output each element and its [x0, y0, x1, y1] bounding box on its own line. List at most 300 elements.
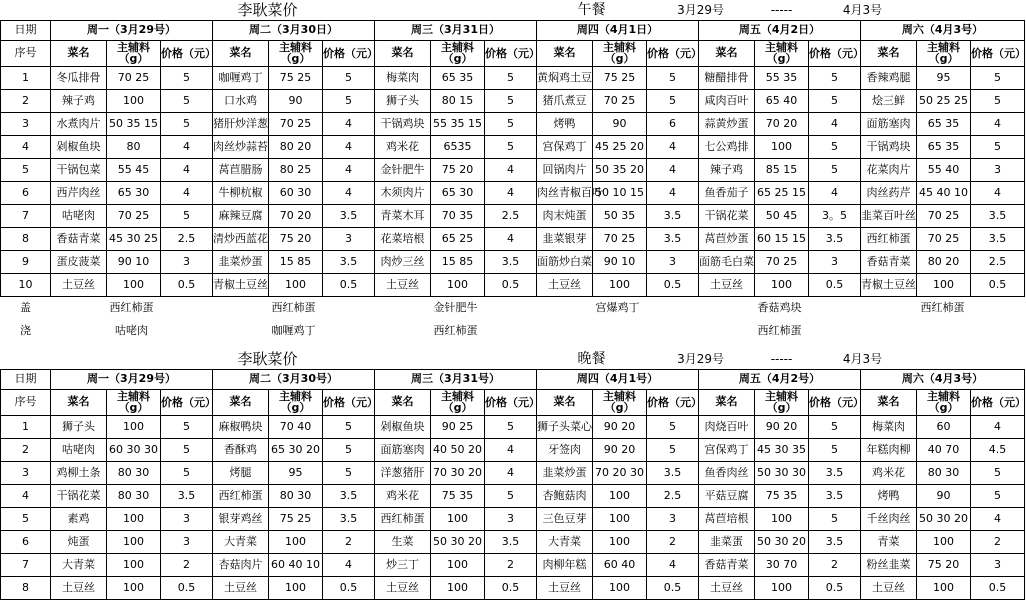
col-header-price[interactable]: 价格（元）: [971, 40, 1025, 66]
extra-item[interactable]: 西红柿蛋: [109, 300, 154, 314]
extra-label[interactable]: 盖: [20, 300, 31, 314]
price[interactable]: 0.5: [971, 576, 1025, 599]
price[interactable]: 5: [161, 415, 213, 438]
dish-name[interactable]: 麻椒鸭块: [213, 415, 269, 438]
ingredient-weight[interactable]: 100: [917, 530, 971, 553]
price[interactable]: 3: [809, 250, 861, 273]
price[interactable]: 3.5: [323, 250, 375, 273]
col-header-price[interactable]: 价格（元）: [971, 389, 1025, 415]
ingredient-weight[interactable]: 100: [917, 576, 971, 599]
price[interactable]: 6: [647, 112, 699, 135]
price[interactable]: 5: [809, 415, 861, 438]
price[interactable]: 4: [485, 227, 537, 250]
dish-name[interactable]: 水煮肉片: [51, 112, 107, 135]
col-header-dish[interactable]: 菜名: [375, 40, 431, 66]
col-header-price[interactable]: 价格（元）: [323, 389, 375, 415]
price[interactable]: 0.5: [809, 576, 861, 599]
price[interactable]: 2: [647, 530, 699, 553]
ingredient-weight[interactable]: 65 35: [431, 66, 485, 89]
dish-name[interactable]: 狮子头: [51, 415, 107, 438]
ingredient-weight[interactable]: 100: [755, 507, 809, 530]
col-header-dish[interactable]: 菜名: [213, 40, 269, 66]
price[interactable]: 0.5: [323, 576, 375, 599]
dish-name[interactable]: 面筋毛白菜: [699, 250, 755, 273]
ingredient-weight[interactable]: 65 25: [431, 227, 485, 250]
price[interactable]: 4: [971, 507, 1025, 530]
price[interactable]: 5: [485, 415, 537, 438]
col-header-price[interactable]: 价格（元）: [485, 389, 537, 415]
price[interactable]: 3.5: [971, 204, 1025, 227]
price[interactable]: 5: [485, 89, 537, 112]
title-spacer[interactable]: [375, 0, 537, 20]
ingredient-weight[interactable]: 75 25: [269, 66, 323, 89]
day-header[interactable]: 周六（4月3号）: [861, 20, 1025, 40]
price[interactable]: 3.5: [809, 530, 861, 553]
title-spacer[interactable]: [375, 349, 537, 369]
date-label[interactable]: 日期: [1, 369, 51, 389]
price[interactable]: 4: [323, 112, 375, 135]
dish-name[interactable]: 牙签肉: [537, 438, 593, 461]
dish-name[interactable]: 大青菜: [51, 553, 107, 576]
dish-name[interactable]: 莴苣培根: [699, 507, 755, 530]
price[interactable]: 4: [647, 158, 699, 181]
price[interactable]: 3.5: [485, 250, 537, 273]
col-header-ingredients[interactable]: 主辅料（g）: [755, 389, 809, 415]
price[interactable]: 3: [323, 227, 375, 250]
dish-name[interactable]: 莴苣腊肠: [213, 158, 269, 181]
ingredient-weight[interactable]: 100: [431, 507, 485, 530]
seq-label[interactable]: 序号: [1, 389, 51, 415]
price[interactable]: 3.5: [809, 484, 861, 507]
price[interactable]: 5: [971, 89, 1025, 112]
ingredient-weight[interactable]: 75 25: [269, 507, 323, 530]
col-header-ingredients[interactable]: 主辅料（g）: [431, 389, 485, 415]
price[interactable]: 0.5: [647, 273, 699, 296]
ingredient-weight[interactable]: 90: [269, 89, 323, 112]
price[interactable]: 4: [485, 158, 537, 181]
price[interactable]: 2: [323, 530, 375, 553]
dish-name[interactable]: 韭菜炒蛋: [213, 250, 269, 273]
ingredient-weight[interactable]: 65 30 20: [269, 438, 323, 461]
extra-item[interactable]: [537, 319, 699, 342]
dish-name[interactable]: 杏鲍菇肉: [537, 484, 593, 507]
price[interactable]: 5: [971, 461, 1025, 484]
ingredient-weight[interactable]: 100: [107, 507, 161, 530]
row-number[interactable]: 4: [1, 484, 51, 507]
price[interactable]: 0.5: [161, 576, 213, 599]
dish-name[interactable]: 剁椒鱼块: [51, 135, 107, 158]
date-dash[interactable]: -----: [770, 351, 793, 366]
row-number[interactable]: 5: [1, 158, 51, 181]
row-number[interactable]: 2: [1, 438, 51, 461]
col-header-ingredients[interactable]: 主辅料（g）: [593, 389, 647, 415]
price[interactable]: 0.5: [971, 273, 1025, 296]
ingredient-weight[interactable]: 15 85: [431, 250, 485, 273]
price[interactable]: 5: [647, 66, 699, 89]
ingredient-weight[interactable]: 70 25: [107, 204, 161, 227]
price[interactable]: 3.5: [809, 461, 861, 484]
dish-name[interactable]: 清炒西蓝花: [213, 227, 269, 250]
col-header-price[interactable]: 价格（元）: [485, 40, 537, 66]
dish-name[interactable]: 肉炒三丝: [375, 250, 431, 273]
ingredient-weight[interactable]: 100: [107, 576, 161, 599]
col-header-dish[interactable]: 菜名: [213, 389, 269, 415]
ingredient-weight[interactable]: 100: [755, 273, 809, 296]
extra-item[interactable]: 西红柿蛋: [757, 323, 802, 337]
day-header[interactable]: 周二（3月30日）: [213, 20, 375, 40]
price[interactable]: 4: [971, 181, 1025, 204]
price[interactable]: 4: [809, 112, 861, 135]
dish-name[interactable]: 干锅花菜: [699, 204, 755, 227]
ingredient-weight[interactable]: 70 40: [269, 415, 323, 438]
price[interactable]: 5: [161, 461, 213, 484]
col-header-ingredients[interactable]: 主辅料（g）: [917, 40, 971, 66]
dish-name[interactable]: 蒜黄炒蛋: [699, 112, 755, 135]
ingredient-weight[interactable]: 65 25 15: [755, 181, 809, 204]
ingredient-weight[interactable]: 40 70: [917, 438, 971, 461]
price[interactable]: 4: [809, 181, 861, 204]
date-dash[interactable]: -----: [770, 2, 793, 17]
ingredient-weight[interactable]: 70 35: [431, 204, 485, 227]
dish-name[interactable]: 肉丝炒蒜苔: [213, 135, 269, 158]
ingredient-weight[interactable]: 60 40: [593, 553, 647, 576]
dish-name[interactable]: 梅菜肉: [861, 415, 917, 438]
ingredient-weight[interactable]: 60 40 10: [269, 553, 323, 576]
ingredient-weight[interactable]: 50 25 25: [917, 89, 971, 112]
ingredient-weight[interactable]: 55 35 15: [431, 112, 485, 135]
col-header-price[interactable]: 价格（元）: [647, 389, 699, 415]
ingredient-weight[interactable]: 65 35: [917, 112, 971, 135]
price[interactable]: 4: [647, 181, 699, 204]
row-number[interactable]: 6: [1, 181, 51, 204]
seq-label[interactable]: 序号: [1, 40, 51, 66]
dish-name[interactable]: 花菜培根: [375, 227, 431, 250]
col-header-dish[interactable]: 菜名: [861, 40, 917, 66]
dish-name[interactable]: 青菜木耳: [375, 204, 431, 227]
col-header-ingredients[interactable]: 主辅料（g）: [107, 389, 161, 415]
col-header-dish[interactable]: 菜名: [51, 40, 107, 66]
price[interactable]: 5: [485, 66, 537, 89]
dish-name[interactable]: 牛柳杭椒: [213, 181, 269, 204]
dish-name[interactable]: 炖蛋: [51, 530, 107, 553]
ingredient-weight[interactable]: 55 40: [917, 158, 971, 181]
dish-name[interactable]: 鱼香肉丝: [699, 461, 755, 484]
dish-name[interactable]: 西红柿蛋: [375, 507, 431, 530]
sheet-title[interactable]: 李耿菜价: [237, 349, 298, 368]
date-to[interactable]: 4月3号: [842, 2, 883, 17]
dish-name[interactable]: 西芹肉丝: [51, 181, 107, 204]
sheet-title[interactable]: 李耿菜价: [237, 0, 298, 19]
dish-name[interactable]: 黄焖鸡土豆: [537, 66, 593, 89]
price[interactable]: 2: [809, 553, 861, 576]
price[interactable]: 5: [809, 158, 861, 181]
dish-name[interactable]: 青椒土豆丝: [861, 273, 917, 296]
price[interactable]: 0.5: [809, 273, 861, 296]
price[interactable]: 5: [485, 484, 537, 507]
dish-name[interactable]: 烤鸭: [537, 112, 593, 135]
dish-name[interactable]: 西红柿蛋: [213, 484, 269, 507]
row-number[interactable]: 6: [1, 530, 51, 553]
price[interactable]: 5: [809, 135, 861, 158]
price[interactable]: 4: [485, 461, 537, 484]
ingredient-weight[interactable]: 80: [107, 135, 161, 158]
price[interactable]: 3: [485, 507, 537, 530]
extra-item[interactable]: 宫爆鸡丁: [595, 300, 640, 314]
dish-name[interactable]: 香菇青菜: [51, 227, 107, 250]
ingredient-weight[interactable]: 45 30 35: [755, 438, 809, 461]
dish-name[interactable]: 面筋塞肉: [861, 112, 917, 135]
row-number[interactable]: 8: [1, 227, 51, 250]
dish-name[interactable]: 猪肝炒洋葱: [213, 112, 269, 135]
ingredient-weight[interactable]: 100: [917, 273, 971, 296]
dish-name[interactable]: 梅菜肉: [375, 66, 431, 89]
col-header-dish[interactable]: 菜名: [537, 40, 593, 66]
ingredient-weight[interactable]: 30 70: [755, 553, 809, 576]
price[interactable]: 4: [647, 553, 699, 576]
price[interactable]: 3.5: [323, 204, 375, 227]
extra-label[interactable]: 浇: [20, 323, 31, 337]
price[interactable]: 5: [971, 66, 1025, 89]
ingredient-weight[interactable]: 75 35: [755, 484, 809, 507]
title-spacer[interactable]: [51, 0, 161, 20]
price[interactable]: 5: [485, 112, 537, 135]
dish-name[interactable]: 干锅鸡块: [375, 112, 431, 135]
ingredient-weight[interactable]: 60 30 30: [107, 438, 161, 461]
dish-name[interactable]: 干锅包菜: [51, 158, 107, 181]
col-header-ingredients[interactable]: 主辅料（g）: [431, 40, 485, 66]
dish-name[interactable]: 咖喱鸡丁: [213, 66, 269, 89]
day-header[interactable]: 周五（4月2日）: [699, 20, 861, 40]
row-number[interactable]: 3: [1, 112, 51, 135]
col-header-ingredients[interactable]: 主辅料（g）: [917, 389, 971, 415]
price[interactable]: 2: [971, 530, 1025, 553]
price[interactable]: 5: [971, 135, 1025, 158]
ingredient-weight[interactable]: 65 30: [107, 181, 161, 204]
ingredient-weight[interactable]: 80 30: [269, 484, 323, 507]
dish-name[interactable]: 韭菜银芽: [537, 227, 593, 250]
title-spacer[interactable]: [917, 0, 1025, 20]
extra-item[interactable]: 西红柿蛋: [920, 300, 965, 314]
price[interactable]: 3.5: [161, 484, 213, 507]
ingredient-weight[interactable]: 90 10: [107, 250, 161, 273]
ingredient-weight[interactable]: 90 20: [755, 415, 809, 438]
ingredient-weight[interactable]: 50 35 20: [593, 158, 647, 181]
price[interactable]: 4: [161, 181, 213, 204]
day-header[interactable]: 周四（4月1日）: [537, 20, 699, 40]
col-header-ingredients[interactable]: 主辅料（g）: [755, 40, 809, 66]
ingredient-weight[interactable]: 75 35: [431, 484, 485, 507]
dish-name[interactable]: 土豆丝: [375, 576, 431, 599]
ingredient-weight[interactable]: 80 30: [107, 461, 161, 484]
price[interactable]: 5: [323, 89, 375, 112]
dish-name[interactable]: 香菇青菜: [861, 250, 917, 273]
ingredient-weight[interactable]: 75 20: [917, 553, 971, 576]
ingredient-weight[interactable]: 80 30: [917, 461, 971, 484]
extra-item[interactable]: 咖喱鸡丁: [271, 323, 316, 337]
dish-name[interactable]: 香酥鸡: [213, 438, 269, 461]
price[interactable]: 3.5: [809, 227, 861, 250]
title-spacer[interactable]: [1, 0, 51, 20]
price[interactable]: 5: [809, 507, 861, 530]
ingredient-weight[interactable]: 80 15: [431, 89, 485, 112]
ingredient-weight[interactable]: 75 25: [593, 66, 647, 89]
price[interactable]: 2.5: [647, 484, 699, 507]
extra-item[interactable]: [861, 319, 1025, 342]
price[interactable]: 5: [647, 89, 699, 112]
ingredient-weight[interactable]: 70 20: [755, 112, 809, 135]
ingredient-weight[interactable]: 60: [917, 415, 971, 438]
price[interactable]: 3.5: [323, 484, 375, 507]
row-number[interactable]: 1: [1, 66, 51, 89]
ingredient-weight[interactable]: 90 20: [593, 415, 647, 438]
ingredient-weight[interactable]: 40 50 20: [431, 438, 485, 461]
ingredient-weight[interactable]: 90 10: [593, 250, 647, 273]
dish-name[interactable]: 银芽鸡丝: [213, 507, 269, 530]
ingredient-weight[interactable]: 6535: [431, 135, 485, 158]
day-header[interactable]: 周三（3月31号）: [375, 369, 537, 389]
ingredient-weight[interactable]: 50 30 20: [917, 507, 971, 530]
ingredient-weight[interactable]: 70 20 30: [593, 461, 647, 484]
ingredient-weight[interactable]: 100: [755, 135, 809, 158]
dish-name[interactable]: 香辣鸡腿: [861, 66, 917, 89]
price[interactable]: 5: [161, 66, 213, 89]
dish-name[interactable]: 口水鸡: [213, 89, 269, 112]
col-header-price[interactable]: 价格（元）: [161, 389, 213, 415]
ingredient-weight[interactable]: 80 30: [107, 484, 161, 507]
dish-name[interactable]: 香菇青菜: [699, 553, 755, 576]
dish-name[interactable]: 烤腿: [213, 461, 269, 484]
price[interactable]: 4: [161, 135, 213, 158]
day-header[interactable]: 周一（3月29号）: [51, 369, 213, 389]
ingredient-weight[interactable]: 65 35: [917, 135, 971, 158]
col-header-price[interactable]: 价格（元）: [809, 40, 861, 66]
dish-name[interactable]: 烤鸭: [861, 484, 917, 507]
ingredient-weight[interactable]: 100: [107, 273, 161, 296]
price[interactable]: 3: [161, 250, 213, 273]
ingredient-weight[interactable]: 90: [593, 112, 647, 135]
ingredient-weight[interactable]: 45 40 10: [917, 181, 971, 204]
dish-name[interactable]: 咕咾肉: [51, 438, 107, 461]
price[interactable]: 4: [161, 158, 213, 181]
dish-name[interactable]: 面筋塞肉: [375, 438, 431, 461]
ingredient-weight[interactable]: 100: [593, 576, 647, 599]
ingredient-weight[interactable]: 70 25: [917, 204, 971, 227]
dish-name[interactable]: 大青菜: [537, 530, 593, 553]
price[interactable]: 5: [809, 66, 861, 89]
ingredient-weight[interactable]: 65 40: [755, 89, 809, 112]
col-header-dish[interactable]: 菜名: [51, 389, 107, 415]
extra-item[interactable]: 咕咾肉: [115, 323, 148, 337]
extra-item[interactable]: 西红柿蛋: [433, 323, 478, 337]
extra-item[interactable]: 金针肥牛: [433, 300, 478, 314]
dish-name[interactable]: 糖醋排骨: [699, 66, 755, 89]
date-to[interactable]: 4月3号: [842, 351, 883, 366]
ingredient-weight[interactable]: 50 30 30: [755, 461, 809, 484]
ingredient-weight[interactable]: 60 30: [269, 181, 323, 204]
ingredient-weight[interactable]: 45 25 20: [593, 135, 647, 158]
ingredient-weight[interactable]: 100: [269, 530, 323, 553]
price[interactable]: 0.5: [161, 273, 213, 296]
dish-name[interactable]: 土豆丝: [375, 273, 431, 296]
dish-name[interactable]: 年糕肉柳: [861, 438, 917, 461]
ingredient-weight[interactable]: 50 30 20: [431, 530, 485, 553]
price[interactable]: 3.5: [647, 227, 699, 250]
col-header-dish[interactable]: 菜名: [699, 389, 755, 415]
price[interactable]: 5: [161, 438, 213, 461]
ingredient-weight[interactable]: 100: [107, 415, 161, 438]
dish-name[interactable]: 青椒土豆丝: [213, 273, 269, 296]
price[interactable]: 4.5: [971, 438, 1025, 461]
ingredient-weight[interactable]: 70 20: [269, 204, 323, 227]
col-header-price[interactable]: 价格（元）: [809, 389, 861, 415]
row-number[interactable]: 1: [1, 415, 51, 438]
col-header-price[interactable]: 价格（元）: [161, 40, 213, 66]
ingredient-weight[interactable]: 55 35: [755, 66, 809, 89]
dish-name[interactable]: 西红柿蛋: [861, 227, 917, 250]
price[interactable]: 3: [971, 158, 1025, 181]
col-header-dish[interactable]: 菜名: [375, 389, 431, 415]
title-spacer[interactable]: [917, 349, 1025, 369]
day-header[interactable]: 周五（4月2号）: [699, 369, 861, 389]
price[interactable]: 5: [485, 135, 537, 158]
row-number[interactable]: 9: [1, 250, 51, 273]
dish-name[interactable]: 辣子鸡: [699, 158, 755, 181]
ingredient-weight[interactable]: 15 85: [269, 250, 323, 273]
dish-name[interactable]: 剁椒鱼块: [375, 415, 431, 438]
ingredient-weight[interactable]: 95: [917, 66, 971, 89]
ingredient-weight[interactable]: 55 45: [107, 158, 161, 181]
price[interactable]: 3: [971, 553, 1025, 576]
col-header-ingredients[interactable]: 主辅料（g）: [269, 40, 323, 66]
meal-name[interactable]: 午餐: [577, 1, 606, 18]
dish-name[interactable]: 杏菇肉片: [213, 553, 269, 576]
price[interactable]: 5: [647, 415, 699, 438]
price[interactable]: 5: [809, 438, 861, 461]
extra-item[interactable]: 香菇鸡块: [757, 300, 802, 314]
title-spacer[interactable]: [1, 349, 51, 369]
dish-name[interactable]: 肉柳年糕: [537, 553, 593, 576]
dish-name[interactable]: 干锅花菜: [51, 484, 107, 507]
row-number[interactable]: 4: [1, 135, 51, 158]
ingredient-weight[interactable]: 70 25: [593, 89, 647, 112]
ingredient-weight[interactable]: 100: [269, 576, 323, 599]
ingredient-weight[interactable]: 70 25: [269, 112, 323, 135]
ingredient-weight[interactable]: 50 30 20: [755, 530, 809, 553]
dish-name[interactable]: 鱼香茄子: [699, 181, 755, 204]
row-number[interactable]: 7: [1, 204, 51, 227]
dish-name[interactable]: 土豆丝: [213, 576, 269, 599]
date-from[interactable]: 3月29号: [677, 2, 724, 17]
price[interactable]: 2: [485, 553, 537, 576]
price[interactable]: 3.5: [485, 530, 537, 553]
ingredient-weight[interactable]: 45 30 25: [107, 227, 161, 250]
price[interactable]: 3: [161, 530, 213, 553]
dish-name[interactable]: 鸡米花: [861, 461, 917, 484]
row-number[interactable]: 3: [1, 461, 51, 484]
col-header-dish[interactable]: 菜名: [537, 389, 593, 415]
ingredient-weight[interactable]: 100: [269, 273, 323, 296]
price[interactable]: 3.5: [647, 204, 699, 227]
ingredient-weight[interactable]: 50 35: [593, 204, 647, 227]
ingredient-weight[interactable]: 65 30: [431, 181, 485, 204]
dish-name[interactable]: 肉末炖蛋: [537, 204, 593, 227]
dish-name[interactable]: 木须肉片: [375, 181, 431, 204]
row-number[interactable]: 5: [1, 507, 51, 530]
price[interactable]: 5: [809, 89, 861, 112]
ingredient-weight[interactable]: 70 30 20: [431, 461, 485, 484]
ingredient-weight[interactable]: 75 20: [431, 158, 485, 181]
dish-name[interactable]: 平菇豆腐: [699, 484, 755, 507]
